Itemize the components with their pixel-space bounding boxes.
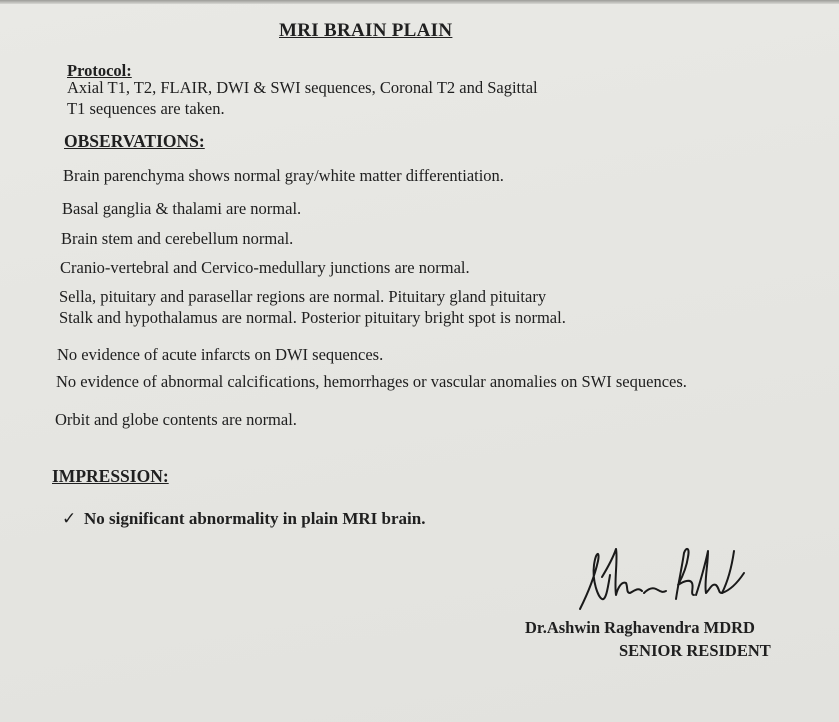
impression-item xyxy=(62,509,425,529)
observation-line: Cranio-vertebral and Cervico-medullary junctions are normal. xyxy=(60,258,470,277)
page-top-edge xyxy=(0,0,839,4)
observation-line: Basal ganglia & thalami are normal. xyxy=(62,199,302,218)
protocol-label: Protocol: xyxy=(67,61,132,80)
signature-icon xyxy=(572,537,752,617)
doctor-role: SENIOR RESIDENT xyxy=(619,641,771,660)
report-title: MRI BRAIN PLAIN xyxy=(279,20,453,41)
impression-heading: IMPRESSION: xyxy=(52,466,169,486)
observation-line: Stalk and hypothalamus are normal. Posterior pituitary bright spot is normal. xyxy=(59,308,566,327)
observation-line: Brain stem and cerebellum normal. xyxy=(61,229,294,248)
impression-text: No significant abnormality in plain MRI brain. xyxy=(84,509,426,528)
protocol-line-2: T1 sequences are taken. xyxy=(67,99,225,118)
observation-line: Sella, pituitary and parasellar regions are normal. Pituitary gland pituitary xyxy=(59,287,547,306)
protocol-line-1: Axial T1, T2, FLAIR, DWI & SWI sequences, Coronal T2 and Sagittal xyxy=(67,78,538,97)
observation-line: Brain parenchyma shows normal gray/white matter differentiation. xyxy=(63,166,504,185)
observations-heading: OBSERVATIONS: xyxy=(64,131,205,151)
observation-line: No evidence of abnormal calcifications, hemorrhages or vascular anomalies on SWI sequences. xyxy=(56,372,687,391)
checkmark-icon: ✓ xyxy=(62,509,77,528)
doctor-name: Dr.Ashwin Raghavendra MDRD xyxy=(525,618,755,637)
observation-line: Orbit and globe contents are normal. xyxy=(55,410,297,429)
observation-line: No evidence of acute infarcts on DWI sequences. xyxy=(57,345,384,364)
